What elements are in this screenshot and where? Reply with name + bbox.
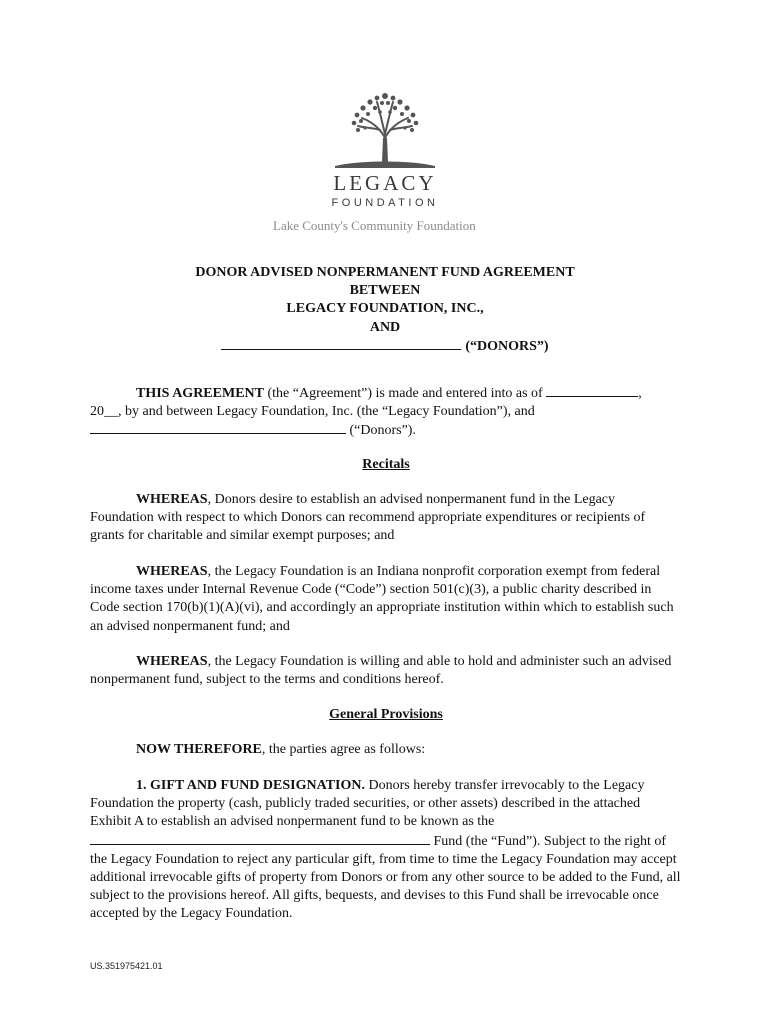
intro-text-4: (“Donors”). <box>346 423 416 439</box>
title-line-4: AND <box>369 319 401 335</box>
now-therefore-paragraph <box>90 741 682 759</box>
section-1-text-1: Donors hereby transfer irrevocably to the Legacy Foundation the property (cash, publicly traded securities, or other assets) described in the attached Exhibit A to establish an advised nonpermanent fund to be known as the <box>90 778 645 830</box>
section-1-paragraph <box>90 777 682 924</box>
section-1-heading: 1. GIFT AND FUND DESIGNATION. <box>136 778 365 793</box>
whereas-3-bold: WHEREAS <box>136 654 208 669</box>
recitals-heading-wrap <box>90 456 682 474</box>
whereas-3-text: , the Legacy Foundation is willing and able to hold and administer such an advised nonpermanent fund, subject to the terms and conditions hereof. <box>90 654 672 688</box>
now-therefore <box>90 741 682 759</box>
logo-wordmark: LEGACY <box>333 171 437 195</box>
logo-tagline: Lake County's Community Foundation <box>273 218 476 233</box>
section-1 <box>90 777 682 924</box>
title-line-2: BETWEEN <box>349 283 421 299</box>
title-donors-line <box>0 337 770 356</box>
intro-section <box>90 384 682 441</box>
general-provisions-heading: General Provisions <box>329 707 443 722</box>
now-therefore-text: , the parties agree as follows: <box>261 742 426 757</box>
general-heading-wrap <box>90 706 682 724</box>
recitals-heading: Recitals <box>362 457 410 472</box>
title-line-1: DONOR ADVISED NONPERMANENT FUND AGREEMENT <box>195 265 575 280</box>
foundation-logo <box>0 88 770 233</box>
intro-text-2: , <box>638 386 642 401</box>
date-blank[interactable] <box>546 384 638 397</box>
fund-name-blank[interactable] <box>90 832 430 845</box>
donors-blank[interactable] <box>90 421 346 434</box>
intro-paragraph <box>90 384 682 441</box>
whereas-1 <box>90 491 682 546</box>
intro-text-3: 20__, by and between Legacy Foundation, Inc. (the “Legacy Foundation”), and <box>90 404 535 420</box>
now-therefore-bold: NOW THEREFORE <box>136 742 262 757</box>
whereas-3-paragraph <box>90 653 682 689</box>
whereas-2-text: , the Legacy Foundation is an Indiana nonprofit corporation exempt from federal income taxes under Internal Revenue Code (“Code”) section 501(c)(3), a public charity described in Code section 170(b)(1)(A)(vi), and accordingly an appropriate institution within which to establish such an advised nonpermanent fund; and <box>90 564 674 634</box>
whereas-1-bold: WHEREAS <box>136 492 208 507</box>
whereas-2-paragraph <box>90 563 682 636</box>
whereas-2-bold: WHEREAS <box>136 564 208 579</box>
whereas-1-paragraph <box>90 491 682 546</box>
title-line-5: (“DONORS”) <box>465 338 549 354</box>
title-line-3: LEGACY FOUNDATION, INC., <box>286 301 484 317</box>
whereas-2 <box>90 563 682 636</box>
intro-bold: THIS AGREEMENT <box>136 386 264 401</box>
whereas-3 <box>90 653 682 689</box>
tree-icon <box>330 88 440 170</box>
document-id: US.351975421.01 <box>90 961 163 971</box>
section-1-text-2: Fund (the “Fund”). Subject to the right of the Legacy Foundation to reject any particular gift, from time to time the Legacy Foundation may accept additional irrevocable gifts of property from Donors or from any other source to be added to the Fund, all subject to the provisions hereof. All gifts, bequests, and devises to this Fund shall be irrevocable once accepted by the Legacy Foundation. <box>90 833 681 922</box>
donor-name-blank[interactable] <box>221 337 461 350</box>
intro-text-1: (the “Agreement”) is made and entered into as of <box>263 386 547 401</box>
whereas-1-text: , Donors desire to establish an advised nonpermanent fund in the Legacy Foundation with respect to which Donors can recommend appropriate expenditures or recipients of grants for charitable and similar exempt purposes; and <box>90 492 646 544</box>
document-title <box>0 264 770 356</box>
logo-subtitle: FOUNDATION <box>331 197 439 209</box>
